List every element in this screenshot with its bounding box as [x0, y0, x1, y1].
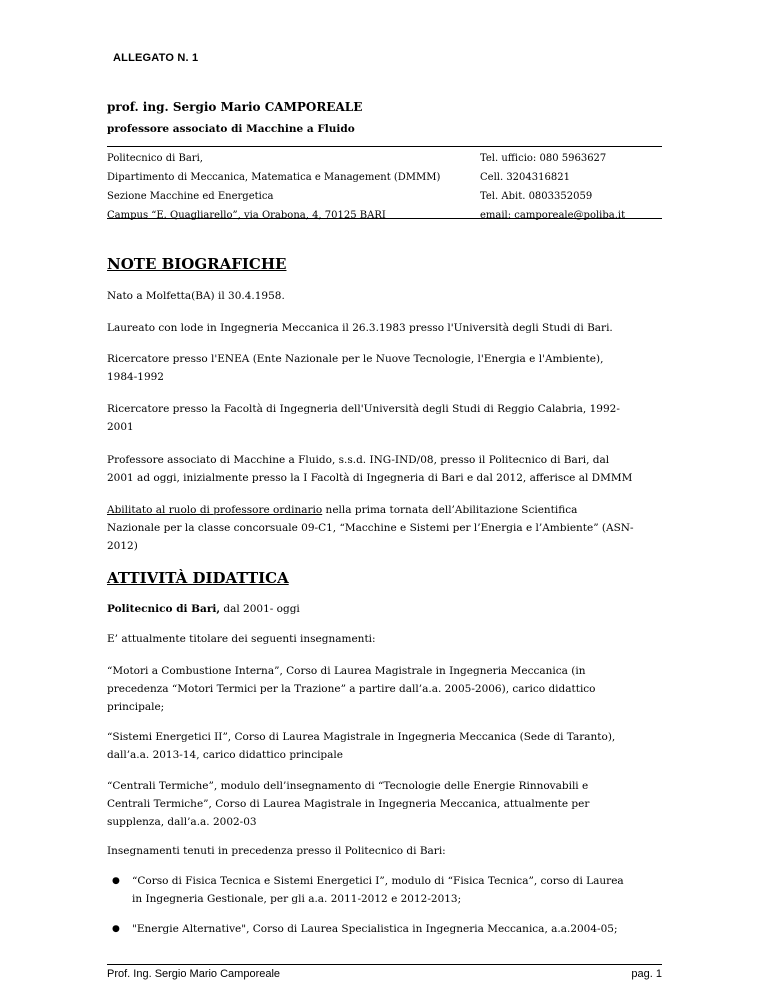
contact-email[interactable]: email: camporeale@poliba.it — [480, 210, 626, 221]
abilitazione-underlined: Abilitato al ruolo di professore ordinario — [107, 504, 323, 516]
paragraph-associato: Professore associato di Macchine a Fluido, s.s.d. ING-IND/08, presso il Politecnico di Bari, dal 2001 ad oggi, inizialmente presso la I Facoltà di Ingegneria di Bari e dal 2012, afferisce al DMMM — [107, 454, 633, 484]
contact-line: Tel. ufficio: 080 5963627 — [480, 153, 607, 164]
paragraph-birth: Nato a Molfetta(BA) il 30.4.1958. — [107, 290, 285, 302]
bullet-icon: ● — [112, 876, 120, 886]
footer-author: Prof. Ing. Sergio Mario Camporeale — [107, 968, 281, 980]
contact-line: Cell. 3204316821 — [480, 172, 570, 183]
address-block — [107, 149, 440, 225]
footer-rule — [107, 964, 662, 965]
course-item: “Centrali Termiche”, modulo dell’insegnamento di “Tecnologie delle Energie Rinnovabili e Centrali Termiche”, Corso di Laurea Magistrale in Ingegneria Meccanica, attualmente per supplenza, dall’a.a. 2002-03 — [107, 780, 590, 828]
course-item: “Motori a Combustione Interna”, Corso di Laurea Magistrale in Ingegneria Meccanica (in precedenza “Motori Termici per la Trazione” a partire dall’a.a. 2005-2006), carico didattico principale; — [107, 665, 596, 713]
author-role: professore associato di Macchine a Fluido — [107, 123, 355, 135]
address-line: Dipartimento di Meccanica, Matematica e Management (DMMM) — [107, 172, 441, 183]
paragraph-intro: E’ attualmente titolare dei seguenti insegnamenti: — [107, 633, 376, 645]
document-page: ALLEGATO N. 1 prof. ing. Sergio Mario CAMPOREALE professore associato di Macchine a Fluido Politecnico di Bari, Dipartimento di Meccanica, Matematica e Management (DMMM) Sezione Macchine ed Energetica Campus “E. Quagliarello”, via Orabona, 4, 70125 BARI Tel. ufficio: 080 5963627 Cell. 3204316821 Tel. Abit. 0803352059 email: camporeale@poliba.it NOTE BIOGRAFICHE Nato a Molfetta(BA) il 30.4.1958. Laureato con lode in Ingegneria Meccanica il 26.3.1983 presso l'Università degli Studi di Bari. Ricercatore presso l'ENEA (Ente Nazionale per le Nuove Tecnologie, l'Energia e l'Ambiente), 1984-1992 Ricercatore presso la Facoltà di Ingegneria dell'Università degli Studi di Reggio Calabria, 1992- 2001 Professore associato di Macchine a Fluido, s.s.d. ING-IND/08, presso il Politecnico di Bari, dal 2001 ad oggi, inizialmente presso la I Facoltà di Ingegneria di Bari e dal 2012, afferisce al DMMM Abilitato al ruolo di professore ordinario nella prima tornata dell’Abilitazione Scientifica Nazionale per la classe concorsuale 09-C1, “Macchine e Sistemi per l’Energia e l’Ambiente” (ASN- 2012) ATTIVITÀ DIDATTICA Politecnico di Bari, dal 2001- oggi E’ attualmente titolare dei seguenti insegnamenti: “Motori a Combustione Interna”, Corso di Laurea Magistrale in Ingegneria Meccanica (in precedenza “Motori Termici per la Trazione” a partire dall’a.a. 2005-2006), carico didattico principale; “Sistemi Energetici II”, Corso di Laurea Magistrale in Ingegneria Meccanica (Sede di Taranto), dall’a.a. 2013-14, carico didattico principale “Centrali Termiche”, modulo dell’insegnamento di “Tecnologie delle Energie Rinnovabili e Centrali Termiche”, Corso di Laurea Magistrale in Ingegneria Meccanica, attualmente per supplenza, dall’a.a. 2002-03 Insegnamenti tenuti in precedenza presso il Politecnico di Bari: ● “Corso di Fisica Tecnica e Sistemi Energetici I”, modulo di “Fisica Tecnica”, corso di Laurea in Ingegneria Gestionale, per gli a.a. 2011-2012 e 2012-2013; ● "Energie Alternative", Corso di Laurea Specialistica in Ingegneria Meccanica, a.a.2004-05; Prof. Ing. Sergio Mario Camporeale pag. 1 — [107, 52, 662, 980]
bullet-icon: ● — [112, 924, 120, 934]
contact-line: Tel. Abit. 0803352059 — [480, 191, 593, 202]
paragraph-previous-intro: Insegnamenti tenuti in precedenza presso il Politecnico di Bari: — [107, 845, 446, 857]
paragraph-reggio: Ricercatore presso la Facoltà di Ingegneria dell'Università degli Studi di Reggio Calabria, 1992- 2001 — [107, 403, 620, 433]
section-title-note: NOTE BIOGRAFICHE — [107, 255, 287, 273]
section-title-didattica: ATTIVITÀ DIDATTICA — [107, 569, 289, 587]
course-item: “Sistemi Energetici II”, Corso di Laurea Magistrale in Ingegneria Meccanica (Sede di Taranto), dall’a.a. 2013-14, carico didattico principale — [107, 731, 616, 761]
paragraph-abilitazione: Abilitato al ruolo di professore ordinario nella prima tornata dell’Abilitazione Scientifica Nazionale per la classe concorsuale 09-C1, “Macchine e Sistemi per l’Energia e l’Ambiente” (ASN- 2012) — [107, 504, 634, 552]
allegato-label: ALLEGATO N. 1 — [113, 52, 199, 64]
address-line: Politecnico di Bari, — [107, 153, 203, 164]
paragraph-degree: Laureato con lode in Ingegneria Meccanica il 26.3.1983 presso l'Università degli Studi di Bari. — [107, 322, 613, 334]
paragraph-enea: Ricercatore presso l'ENEA (Ente Nazionale per le Nuove Tecnologie, l'Energia e l'Ambiente), 1984-1992 — [107, 353, 604, 383]
paragraph-institution: Politecnico di Bari, dal 2001- oggi — [107, 603, 300, 615]
header-rule-bottom — [107, 218, 662, 219]
author-name: prof. ing. Sergio Mario CAMPOREALE — [107, 100, 363, 114]
contacts-block — [480, 149, 625, 225]
address-line: Sezione Macchine ed Energetica — [107, 191, 274, 202]
page-number: pag. 1 — [631, 968, 662, 980]
header-rule-top — [107, 146, 662, 147]
address-line: Campus “E. Quagliarello”, via Orabona, 4, 70125 BARI — [107, 210, 386, 221]
